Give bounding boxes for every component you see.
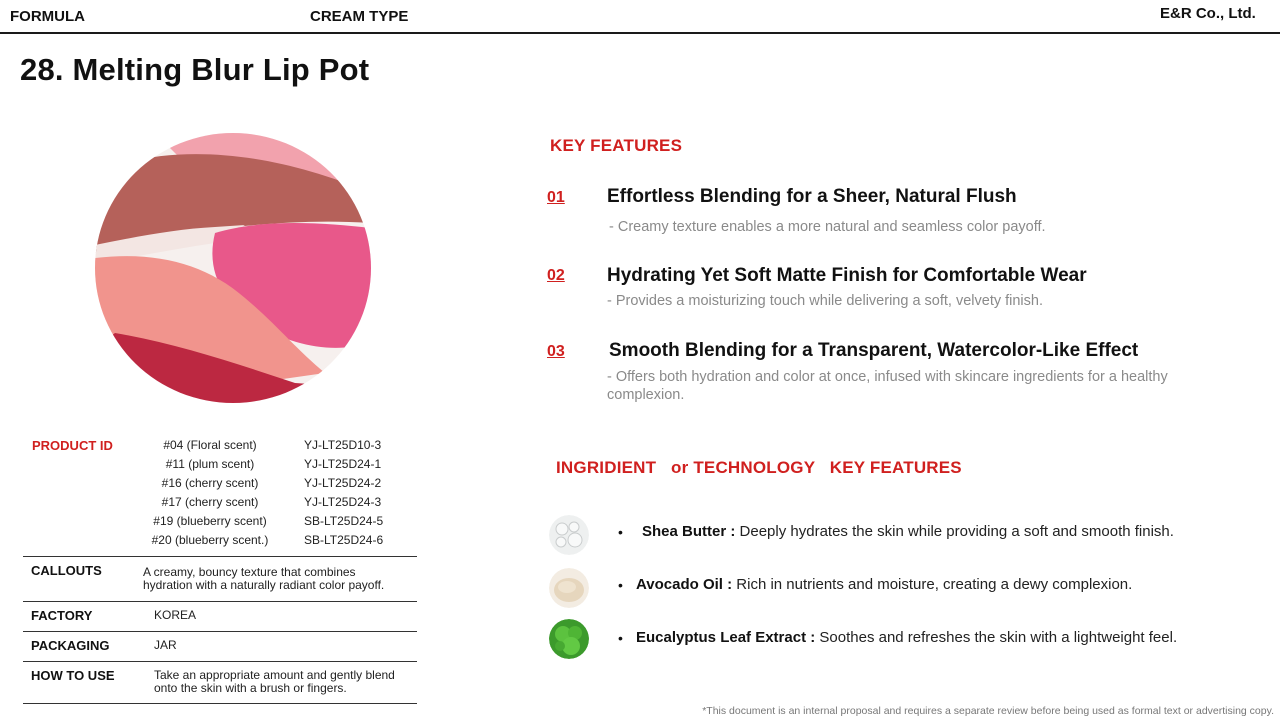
bullet: • [618, 630, 623, 646]
table-divider [23, 601, 417, 602]
table-divider [23, 661, 417, 662]
ingredient-item [642, 523, 1174, 540]
packaging-value: JAR [154, 638, 177, 652]
header-cream-type: CREAM TYPE [310, 8, 409, 25]
bullet: • [618, 524, 623, 540]
how-to-use-label: HOW TO USE [31, 668, 115, 683]
product-variant-name: #16 (cherry scent) [161, 476, 259, 490]
ingredient-description: Soothes and refreshes the skin with a lightweight feel. [815, 629, 1178, 646]
product-variant-code: YJ-LT25D24-1 [304, 457, 382, 471]
callouts-line1: A creamy, bouncy texture that combines [143, 565, 356, 579]
ingredient-name: Shea Butter : [642, 523, 736, 540]
product-variant-code: SB-LT25D24-6 [304, 533, 384, 547]
feature-number: 01 [547, 189, 565, 206]
avocado-oil-icon [549, 568, 589, 608]
bullet: • [618, 577, 623, 593]
factory-label: FACTORY [31, 608, 93, 623]
product-variant-name: #17 (cherry scent) [161, 495, 259, 509]
ingredient-name: Eucalyptus Leaf Extract : [636, 629, 816, 646]
feature-heading: Smooth Blending for a Transparent, Watercolor-Like Effect [609, 340, 1139, 361]
page-title: 28. Melting Blur Lip Pot [20, 52, 370, 87]
table-divider [23, 556, 417, 557]
how-to-use-line2: onto the skin with a brush or fingers. [154, 681, 347, 695]
feature-description: - Provides a moisturizing touch while delivering a soft, velvety finish. [607, 293, 1043, 309]
product-variant-name: #20 (blueberry scent.) [151, 533, 269, 547]
callouts-label: CALLOUTS [31, 563, 102, 578]
product-variant-name: #19 (blueberry scent) [153, 514, 267, 528]
how-to-use-line1: Take an appropriate amount and gently blend [154, 668, 395, 682]
callouts-line2: hydration with a naturally radiant color payoff. [143, 578, 385, 592]
feature-heading: Hydrating Yet Soft Matte Finish for Comfortable Wear [607, 265, 1087, 286]
feature-number: 03 [547, 343, 565, 360]
feature-heading: Effortless Blending for a Sheer, Natural Flush [607, 186, 1017, 207]
header-divider [0, 32, 1280, 34]
product-variant-name: #11 (plum scent) [165, 457, 255, 471]
ingredient-description: Deeply hydrates the skin while providing a soft and smooth finish. [735, 523, 1174, 540]
feature-description: - Creamy texture enables a more natural and seamless color payoff. [609, 219, 1046, 235]
product-variant-code: YJ-LT25D10-3 [304, 438, 382, 452]
product-id-label: PRODUCT ID [32, 438, 113, 453]
key-features-title: KEY FEATURES [550, 136, 683, 155]
table-divider [23, 703, 417, 704]
ingredients-title: INGRIDIENT or TECHNOLOGY KEY FEATURES [556, 458, 962, 477]
header-formula: FORMULA [10, 8, 85, 25]
ingredient-item [636, 629, 1177, 646]
feature-description: - Offers both hydration and color at once, infused with skincare ingredients for a healthy complexion. [607, 369, 1168, 403]
shea-butter-icon [549, 515, 589, 555]
ingredient-item [636, 576, 1132, 593]
product-variant-name: #04 (Floral scent) [163, 438, 257, 452]
product-variant-code: YJ-LT25D24-2 [304, 476, 382, 490]
eucalyptus-leaf-icon [549, 619, 589, 659]
feature-number: 02 [547, 267, 565, 284]
header-company: E&R Co., Ltd. [1160, 5, 1256, 22]
product-swatch-image [95, 133, 371, 403]
packaging-label: PACKAGING [31, 638, 110, 653]
footnote: *This document is an internal proposal and requires a separate review before being used as formal text or advertising copy. [702, 705, 1274, 717]
ingredient-description: Rich in nutrients and moisture, creating a dewy complexion. [732, 576, 1133, 593]
ingredient-name: Avocado Oil : [636, 576, 733, 593]
table-divider [23, 631, 417, 632]
factory-value: KOREA [154, 608, 197, 622]
product-variant-code: SB-LT25D24-5 [304, 514, 384, 528]
product-variant-code: YJ-LT25D24-3 [304, 495, 382, 509]
